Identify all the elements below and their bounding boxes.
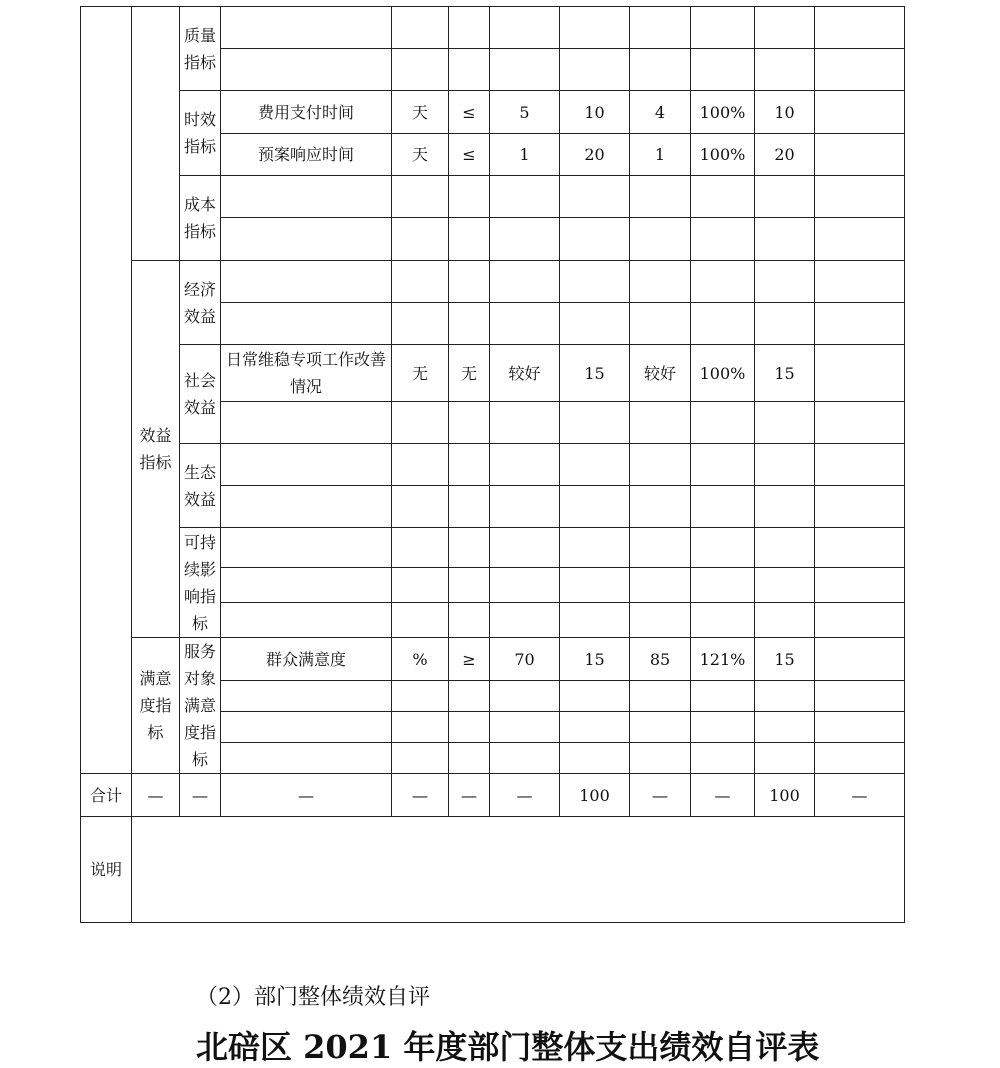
total-cell: — xyxy=(180,774,221,817)
target-cell: 5 xyxy=(490,91,560,134)
total-cell: — xyxy=(691,774,755,817)
total-cell: — xyxy=(449,774,490,817)
total-weight-cell: 100 xyxy=(560,774,630,817)
rate-cell: 100% xyxy=(691,345,755,402)
weight-cell: 15 xyxy=(560,345,630,402)
blank-cell xyxy=(815,345,905,402)
operator-cell: 无 xyxy=(449,345,490,402)
quality-indicator-label: 质量 指标 xyxy=(180,7,221,91)
indicator-name: 日常维稳专项工作改善情况 xyxy=(221,345,392,402)
unit-cell: 天 xyxy=(392,134,449,176)
actual-cell: 1 xyxy=(630,134,691,176)
satisfaction-indicator-label: 满意 度指 标 xyxy=(132,638,180,774)
total-cell: — xyxy=(490,774,560,817)
score-cell: 15 xyxy=(755,638,815,681)
benefit-indicator-label: 效益 指标 xyxy=(132,261,180,638)
target-cell: 较好 xyxy=(490,345,560,402)
note-content xyxy=(132,817,905,923)
total-cell: — xyxy=(221,774,392,817)
service-object-satisfaction-label: 服务 对象 满意 度指 标 xyxy=(180,638,221,774)
blank-cell xyxy=(815,91,905,134)
economic-benefit-label: 经济 效益 xyxy=(180,261,221,345)
total-cell: — xyxy=(630,774,691,817)
timeliness-indicator-label: 时效 指标 xyxy=(180,91,221,176)
blank-cell xyxy=(815,134,905,176)
weight-cell: 10 xyxy=(560,91,630,134)
total-cell: — xyxy=(132,774,180,817)
blank-cell xyxy=(815,638,905,681)
score-cell: 20 xyxy=(755,134,815,176)
indicator-name: 费用支付时间 xyxy=(221,91,392,134)
indicator-name: 预案响应时间 xyxy=(221,134,392,176)
cost-indicator-label: 成本 指标 xyxy=(180,176,221,261)
operator-cell: ≤ xyxy=(449,91,490,134)
sustainable-impact-label: 可持 续影 响指 标 xyxy=(180,528,221,638)
performance-table xyxy=(80,6,905,923)
operator-cell: ≥ xyxy=(449,638,490,681)
blank-cell xyxy=(132,7,180,261)
target-cell: 1 xyxy=(490,134,560,176)
total-score-cell: 100 xyxy=(755,774,815,817)
page-title: 北碚区 2021 年度部门整体支出绩效自评表 xyxy=(196,1028,820,1066)
ecological-benefit-label: 生态 效益 xyxy=(180,444,221,528)
weight-cell: 15 xyxy=(560,638,630,681)
actual-cell: 85 xyxy=(630,638,691,681)
total-cell: — xyxy=(815,774,905,817)
actual-cell: 较好 xyxy=(630,345,691,402)
note-row xyxy=(81,817,905,923)
rate-cell: 100% xyxy=(691,134,755,176)
score-cell: 10 xyxy=(755,91,815,134)
unit-cell: % xyxy=(392,638,449,681)
actual-cell: 4 xyxy=(630,91,691,134)
unit-cell: 无 xyxy=(392,345,449,402)
score-cell: 15 xyxy=(755,345,815,402)
indicator-name: 群众满意度 xyxy=(221,638,392,681)
total-label: 合计 xyxy=(81,774,132,817)
total-row xyxy=(81,774,905,817)
blank-cell xyxy=(81,7,132,774)
total-cell: — xyxy=(392,774,449,817)
note-label: 说明 xyxy=(81,817,132,923)
weight-cell: 20 xyxy=(560,134,630,176)
rate-cell: 121% xyxy=(691,638,755,681)
unit-cell: 天 xyxy=(392,91,449,134)
rate-cell: 100% xyxy=(691,91,755,134)
operator-cell: ≤ xyxy=(449,134,490,176)
target-cell: 70 xyxy=(490,638,560,681)
section-title: （2）部门整体绩效自评 xyxy=(196,985,430,1010)
social-benefit-label: 社会 效益 xyxy=(180,345,221,444)
